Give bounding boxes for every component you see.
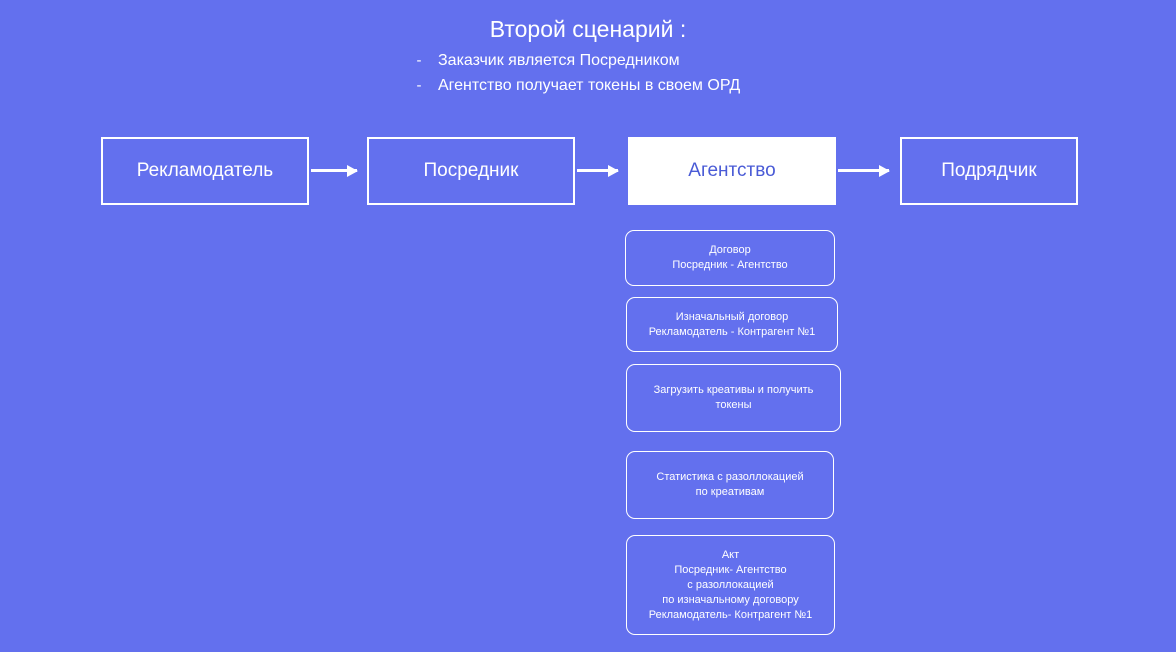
card-line: Договор	[709, 244, 751, 256]
card-contract	[625, 230, 835, 286]
flow-arrow-icon	[838, 169, 889, 172]
card-line: Изначальный договор	[675, 310, 789, 323]
list-item	[400, 48, 680, 73]
card-line: Посредник- Агентство	[674, 563, 787, 576]
page-title: Второй сценарий :	[489, 16, 687, 42]
bullet-text: Агентство получает токены в своем ОРД	[438, 77, 741, 94]
card-line: с разоллокацией	[687, 578, 774, 591]
flow-node-intermediary: Посредник	[367, 137, 575, 205]
flow-node-advertiser: Рекламодатель	[101, 137, 309, 205]
slide-header	[0, 14, 1176, 98]
card-initial-contract	[626, 297, 838, 352]
card-line: Рекламодатель- Контрагент №1	[648, 608, 813, 621]
card-act	[626, 535, 835, 635]
flow-node-agency: Агентство	[628, 137, 836, 205]
flow-diagram	[0, 137, 1176, 207]
card-line: Акт	[721, 548, 740, 561]
card-line: Статистика с разоллокацией	[656, 471, 804, 483]
bullet-text: Заказчик является Посредником	[438, 52, 680, 69]
card-line: Рекламодатель - Контрагент №1	[648, 325, 816, 338]
card-line: по креативам	[695, 486, 765, 498]
card-line: по изначальному договору	[662, 593, 799, 606]
bullet-dash-icon: -	[416, 52, 422, 69]
card-statistics	[626, 451, 834, 519]
bullet-list	[0, 48, 1176, 98]
flow-arrow-icon	[577, 169, 618, 172]
card-line: токены	[715, 399, 752, 411]
agency-step-cards	[625, 230, 838, 635]
list-item	[400, 73, 740, 98]
flow-node-contractor: Подрядчик	[900, 137, 1078, 205]
flow-arrow-icon	[311, 169, 357, 172]
card-line: Загрузить креативы и получить	[653, 384, 814, 396]
card-line: Посредник - Агентство	[672, 259, 788, 271]
card-upload-creatives	[626, 364, 841, 432]
bullet-dash-icon: -	[416, 77, 422, 94]
